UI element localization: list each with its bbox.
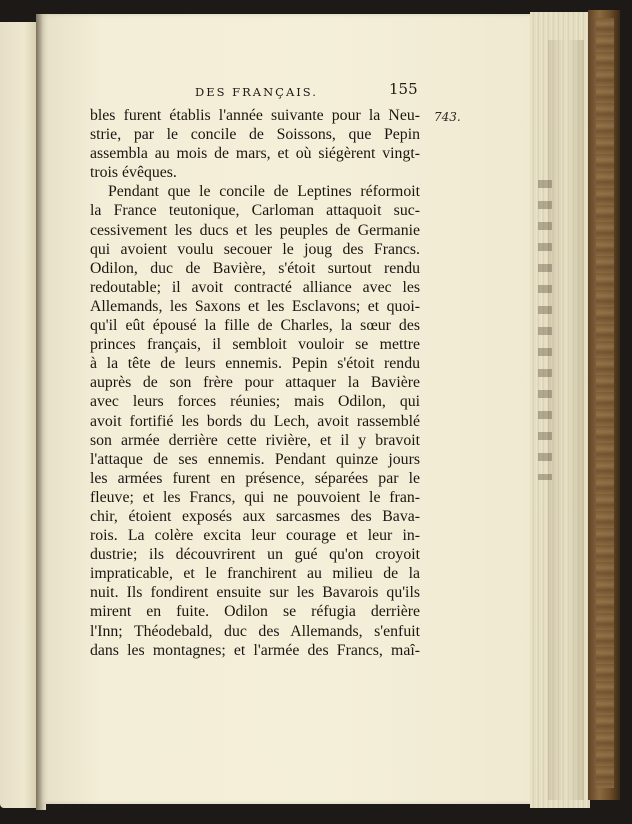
text-line: dans les montagnes; et l'armée des Francs, maî- bbox=[90, 641, 420, 659]
running-head: DES FRANÇAIS. bbox=[195, 85, 318, 99]
show-through-marks bbox=[538, 180, 552, 480]
margin-year-note: 743. bbox=[434, 110, 461, 124]
text-line: son armée derrière cette rivière, et il y bravoit bbox=[90, 431, 420, 449]
text-line: bles furent établis l'année suivante pour la Neu- bbox=[90, 107, 420, 124]
text-line: strie, par le concile de Soissons, que Pepin bbox=[90, 126, 420, 144]
text-line: qu'il eût épousé la fille de Charles, la sœur des bbox=[90, 317, 420, 335]
left-page-edge bbox=[0, 22, 40, 808]
text-line: avec leurs forces réunies; mais Odilon, qui bbox=[90, 393, 420, 411]
page-edges-shadow bbox=[548, 40, 584, 800]
text-line: trois évêques. bbox=[90, 164, 177, 182]
page-number: 155 bbox=[389, 80, 418, 98]
text-line: rois. La colère excita leur courage et leur in- bbox=[90, 527, 420, 545]
text-line: l'Inn; Théodebald, duc des Allemands, s'enfuit bbox=[90, 622, 420, 640]
body-text bbox=[90, 106, 420, 660]
text-line: la France teutonique, Carloman attaquoit suc- bbox=[90, 202, 420, 220]
text-line: nuit. Ils fondirent ensuite sur les Bavarois qu'ils bbox=[90, 584, 420, 602]
text-line: redoutable; il avoit contracté alliance avec les bbox=[90, 278, 420, 296]
text-line: à la tête de leurs ennemis. Pepin s'étoit rendu bbox=[90, 355, 420, 373]
text-line: fleuve; et les Francs, qui ne pouvoient le fran- bbox=[90, 488, 420, 506]
text-line: princes français, il sembloit vouloir se mettre bbox=[90, 336, 420, 354]
text-line: chir, étoient exposés aux sarcasmes des Bava- bbox=[90, 507, 420, 525]
text-line: auprès de son frère pour attaquer la Bavière bbox=[90, 374, 420, 392]
text-line: mirent en fuite. Odilon se réfugia derrière bbox=[90, 603, 420, 621]
text-line: avoit fortifié les bords du Lech, avoit rassemblé bbox=[90, 412, 420, 430]
text-line: Odilon, duc de Bavière, s'étoit surtout rendu bbox=[90, 259, 420, 277]
text-line: Pendant que le concile de Leptines réformoit bbox=[108, 183, 420, 201]
text-line: impraticable, et le franchirent au milieu de la bbox=[90, 565, 420, 583]
text-line: qui avoient voulu secouer le joug des Francs. bbox=[90, 240, 420, 258]
text-line: Allemands, les Saxons et les Esclavons; et quoi- bbox=[90, 297, 420, 315]
cover-spine-texture bbox=[596, 18, 614, 788]
text-line: cessivement les ducs et les peuples de Germanie bbox=[90, 221, 420, 239]
text-line: l'attaque de ses ennemis. Pendant quinze jours bbox=[90, 450, 420, 468]
text-line: assembla au mois de mars, et où siégèrent vingt- bbox=[90, 145, 420, 163]
text-line: dustrie; ils découvrirent un gué qu'on croyoit bbox=[90, 546, 420, 564]
text-line: les armées furent en présence, séparées par le bbox=[90, 469, 420, 487]
